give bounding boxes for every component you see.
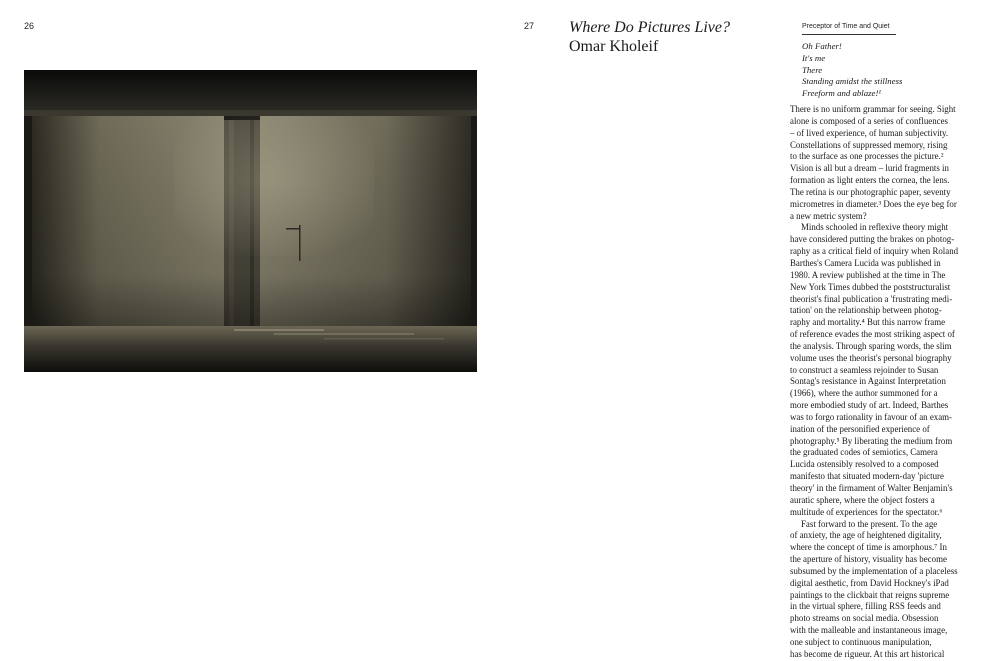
body-line: of reference evades the most striking aspect of: [790, 329, 955, 340]
title-block: [569, 18, 730, 56]
body-line: micrometres in diameter.³ Does the eye beg for: [790, 198, 957, 209]
body-line: have considered putting the brakes on photog-: [790, 234, 955, 245]
body-line: was to forgo rationality in favour of an exam-: [790, 411, 953, 422]
epigraph-line: Freeform and ablaze!¹: [802, 88, 882, 99]
body-line: raphy and mortality.⁴ But this narrow frame: [790, 317, 946, 328]
body-line: photography.⁵ By liberating the medium from: [790, 435, 953, 446]
body-line: in the virtual sphere, filling RSS feeds and: [790, 601, 941, 612]
body-line: Lucida ostensibly resolved to a composed: [790, 459, 939, 470]
body-line: – of lived experience, of human subjectivity.: [790, 127, 949, 138]
epigraph-line: There: [802, 64, 823, 75]
body-line: multitude of experiences for the spectator.⁶: [790, 506, 943, 517]
photograph: [24, 70, 477, 372]
body-line: theory' in the firmament of Walter Benjamin's: [790, 483, 953, 493]
body-line: alone is composed of a series of confluences: [790, 115, 948, 126]
body-line: Constellations of suppressed memory, rising: [790, 139, 948, 150]
right-page: [500, 0, 1000, 659]
body-line: a new metric system?: [790, 210, 867, 221]
body-line: more embodied study of art. Indeed, Barthes: [790, 400, 949, 411]
body-line: Barthes's Camera Lucida was published in: [790, 257, 941, 268]
body-line: with the malleable and instantaneous image,: [790, 625, 948, 636]
body-line: the graduated codes of semiotics, Camera: [790, 447, 938, 458]
essay-title: Where Do Pictures Live?: [569, 19, 730, 36]
body-line: Vision is all but a dream – lurid fragments in: [790, 163, 949, 174]
body-line: volume uses the theorist's personal biography: [790, 352, 952, 363]
body-line: to the surface as one processes the picture.²: [790, 151, 944, 162]
body-line: where the concept of time is amorphous.⁷ In: [790, 542, 947, 553]
body-line: ination of the personified experience of: [790, 423, 930, 434]
page-number-left: 26: [24, 21, 35, 31]
body-line: raphy as a critical field of inquiry when Roland: [790, 246, 959, 257]
running-head: Preceptor of Time and Quiet: [802, 23, 896, 35]
body-line: tation' on the relationship between photog-: [790, 305, 942, 316]
body-line: of anxiety, the age of heightened digitality,: [790, 530, 942, 541]
body-line: Fast forward to the present. To the age: [801, 518, 938, 529]
body-line: theorist's final publication a 'frustrating medi-: [790, 293, 953, 304]
body-line: 1980. A review published at the time in The: [790, 269, 946, 280]
body-line: (1966), where the author summoned for a: [790, 388, 938, 399]
body-line: the analysis. Through sparing words, the slim: [790, 340, 952, 351]
body-line: photo streams on social media. Obsession: [790, 613, 939, 624]
body-line: paintings to the clickbait that reigns supreme: [790, 589, 950, 600]
body-line: manifesto that situated modern-day 'picture: [790, 471, 944, 482]
body-line: New York Times dubbed the poststructuralist: [790, 281, 951, 292]
body-line: digital aesthetic, from David Hockney's iPad: [790, 577, 949, 588]
epigraph-line: Oh Father!: [802, 41, 842, 51]
body-line: Minds schooled in reflexive theory might: [801, 222, 949, 233]
body-line: The retina is our photographic paper, seventy: [790, 186, 951, 197]
body-line: the aperture of history, visuality has become: [790, 554, 947, 565]
body-line: to construct a seamless rejoinder to Susan: [790, 364, 939, 375]
epigraph: [802, 41, 982, 100]
body-line: There is no uniform grammar for seeing. Sight: [790, 104, 956, 114]
body-line: has become de rigueur. At this art historical: [790, 648, 945, 659]
body-line: subsumed by the implementation of a placeless: [790, 565, 958, 576]
author-name: Omar Kholeif: [569, 38, 659, 55]
body-line: Sontag's resistance in Against Interpretation: [790, 376, 946, 387]
body-text: [790, 104, 990, 661]
page-number-right: 27: [524, 21, 535, 31]
left-page: [0, 0, 500, 651]
epigraph-line: It's me: [802, 52, 826, 63]
body-line: formation as light enters the cornea, the lens.: [790, 175, 950, 186]
epigraph-line: Standing amidst the stillness: [802, 76, 903, 87]
body-line: auratic sphere, where the object fosters a: [790, 494, 935, 505]
body-line: one subject to continuous manipulation,: [790, 636, 932, 647]
photo-illustration: [24, 70, 477, 372]
